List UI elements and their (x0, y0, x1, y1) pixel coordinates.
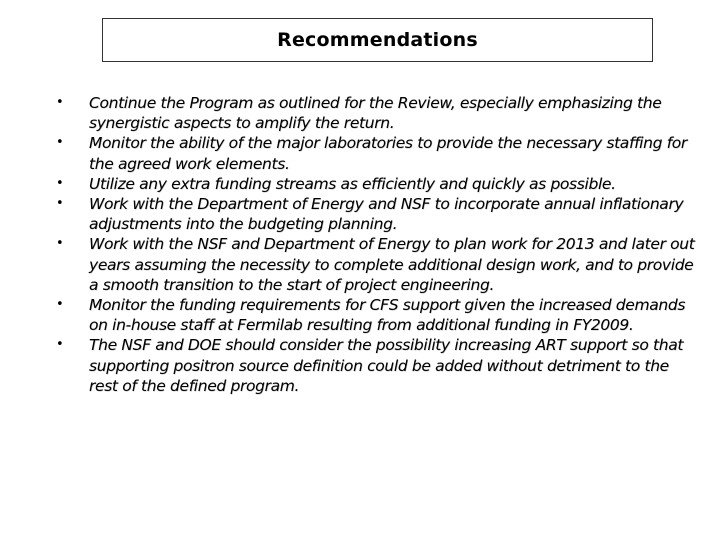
bullet-text: The NSF and DOE should consider the possibility increasing ART support so that supporting positron source definition could be added without detriment to the rest of the defined program. (89, 336, 684, 395)
bullet-icon: • (56, 175, 64, 191)
bullet-item (55, 93, 695, 133)
bullet-item (55, 335, 695, 396)
bullet-item (55, 234, 695, 295)
bullet-text: Monitor the funding requirements for CFS support given the increased demands on in-house staff at Fermilab resulting from additional funding in FY2009. (89, 296, 686, 335)
bullet-text: Monitor the ability of the major laboratories to provide the necessary staffing for the agreed work elements. (89, 134, 687, 173)
title-box (102, 18, 653, 62)
bullet-icon: • (56, 337, 64, 353)
bullet-item (55, 174, 695, 194)
bullet-item (55, 295, 695, 335)
bullet-icon: • (56, 236, 64, 252)
bullet-text: Utilize any extra funding streams as efficiently and quickly as possible. (89, 174, 616, 193)
bullet-icon: • (56, 135, 64, 151)
slide-title: Recommendations (277, 29, 478, 51)
bullet-item (55, 133, 695, 173)
bullet-text: Continue the Program as outlined for the Review, especially emphasizing the synergistic aspects to amplify the return. (89, 94, 662, 133)
bullet-icon: • (56, 297, 64, 313)
bullet-item (55, 194, 695, 234)
recommendations-list (55, 93, 695, 396)
bullet-icon: • (56, 95, 64, 110)
bullet-text: Work with the NSF and Department of Energy to plan work for 2013 and later out years assuming the necessity to complete additional design work, and to provide a smooth transition to the start of project engineering. (89, 235, 695, 294)
bullet-text: Work with the Department of Energy and NSF to incorporate annual inflationary adjustments into the budgeting planning. (89, 195, 684, 234)
bullet-icon: • (56, 196, 64, 212)
